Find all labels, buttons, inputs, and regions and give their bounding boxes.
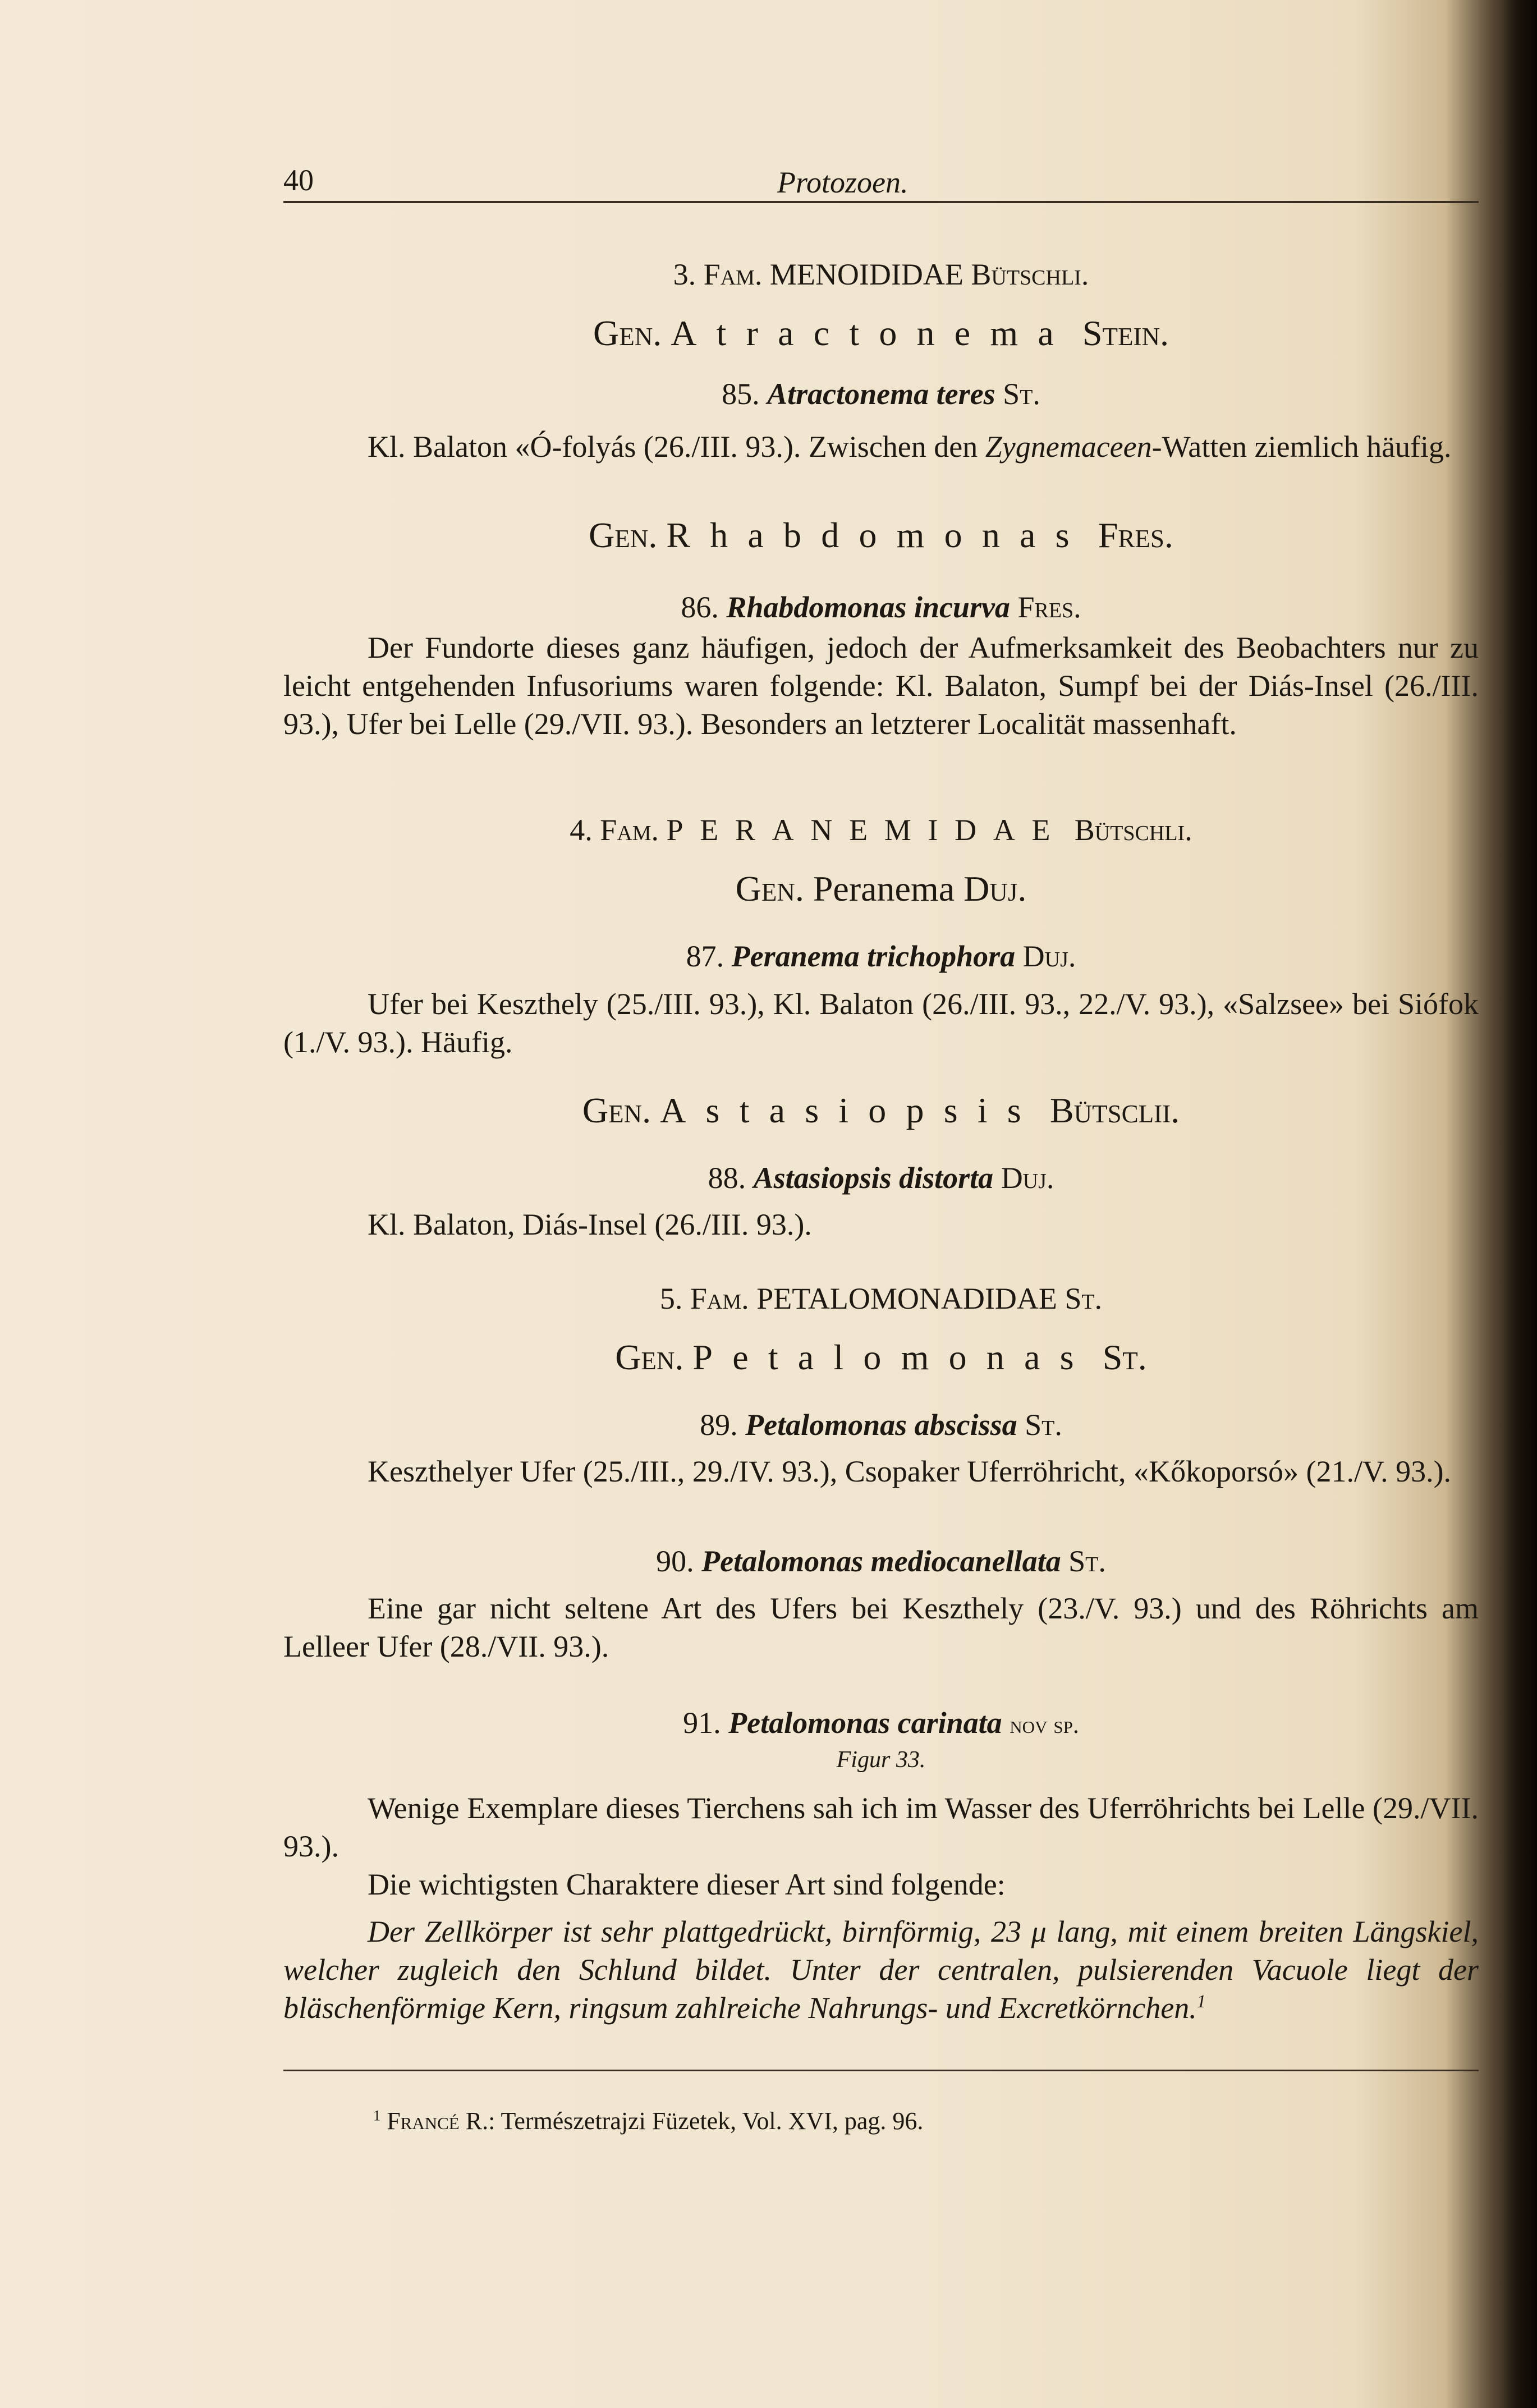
genus-heading: Gen. Atractonema Stein. [593,313,1169,353]
running-title: Protozoen. [777,166,909,199]
footnote: $^1$ Francé R.: Természetrajzi Füzetek, Vol. XVI, pag. 96. [373,2107,924,2135]
genus-heading: Gen. Rhabdomonas Fres. [589,515,1173,555]
species-text: Die wichtigsten Charaktere dieser Art sind folgende: [368,1868,1006,1901]
page-number: 40 [283,163,314,197]
family-heading: 5. Fam. PETALOMONADIDAE St. [659,1282,1103,1315]
species-heading: 88. Astasiopsis distorta Duj. [708,1161,1054,1195]
species-text: Wenige Exemplare dieses Tierchens sah ich im Wasser des Uferröhrichts bei Lelle (29./VII. 93.). [283,1791,1479,1863]
species-description: Der Zellkörper ist sehr plattgedrückt, birnförmig, 23 μ lang, mit einem breiten Längskiel, welcher zugleich den Schlund bildet. Unter der centralen, pulsierenden Vacuole liegt der bläschenförmige Kern, ringsum zahlreiche Nahrungs- und Excretkörnchen.$^1$ [283,1915,1479,2025]
species-text: Eine gar nicht seltene Art des Ufers bei Keszthely (23./V. 93.) und des Röhrichts am Lelleer Ufer (28./VII. 93.). [283,1591,1479,1663]
species-heading: 85. Atractonema teres St. [722,377,1040,411]
figure-reference: Figur 33. [836,1747,926,1773]
species-heading: 90. Petalomonas mediocanellata St. [656,1544,1106,1578]
species-text: Ufer bei Keszthely (25./III. 93.), Kl. Balaton (26./III. 93., 22./V. 93.), «Salzsee» bei Siófok (1./V. 93.). Häufig. [283,987,1479,1059]
species-text: Keszthelyer Ufer (25./III., 29./IV. 93.), Csopaker Uferröhricht, «Kőkoporsó» (21./V. 93.). [368,1455,1452,1488]
footnote-rule [283,2070,1479,2071]
species-text: Der Fundorte dieses ganz häufigen, jedoch der Aufmerksamkeit des Beobachters nur zu leicht entgehenden Infusoriums waren folgende: Kl. Balaton, Sumpf bei der Diás-Insel (26./III. 93.), Ufer bei Lelle (29./VII. 93.). Besonders an letzterer Localität massenhaft. [283,631,1479,741]
genus-heading: Gen. Astasiopsis Bütsclii. [582,1090,1180,1130]
species-heading: 87. Peranema trichophora Duj. [686,939,1076,973]
species-heading: 89. Petalomonas abscissa St. [700,1408,1062,1442]
genus-heading: Gen. Peranema Duj. [735,869,1027,909]
family-heading: 3. Fam. MENOIDIDAE Bütschli. [673,258,1089,291]
species-text: Kl. Balaton «Ó-folyás (26./III. 93.). Zwischen den Zygnemaceen-Watten ziemlich häufig. [368,430,1452,464]
family-heading: 4. Fam. PERANEMIDAE Bütschli. [570,813,1192,847]
species-heading: 86. Rhabdomonas incurva Fres. [681,590,1081,624]
binding-shadow [1503,0,1537,2408]
species-heading: 91. Petalomonas carinata nov sp. [683,1706,1079,1740]
genus-heading: Gen. Petalomonas St. [615,1337,1147,1377]
species-text: Kl. Balaton, Diás-Insel (26./III. 93.). [368,1208,812,1241]
header-rule [283,201,1479,203]
